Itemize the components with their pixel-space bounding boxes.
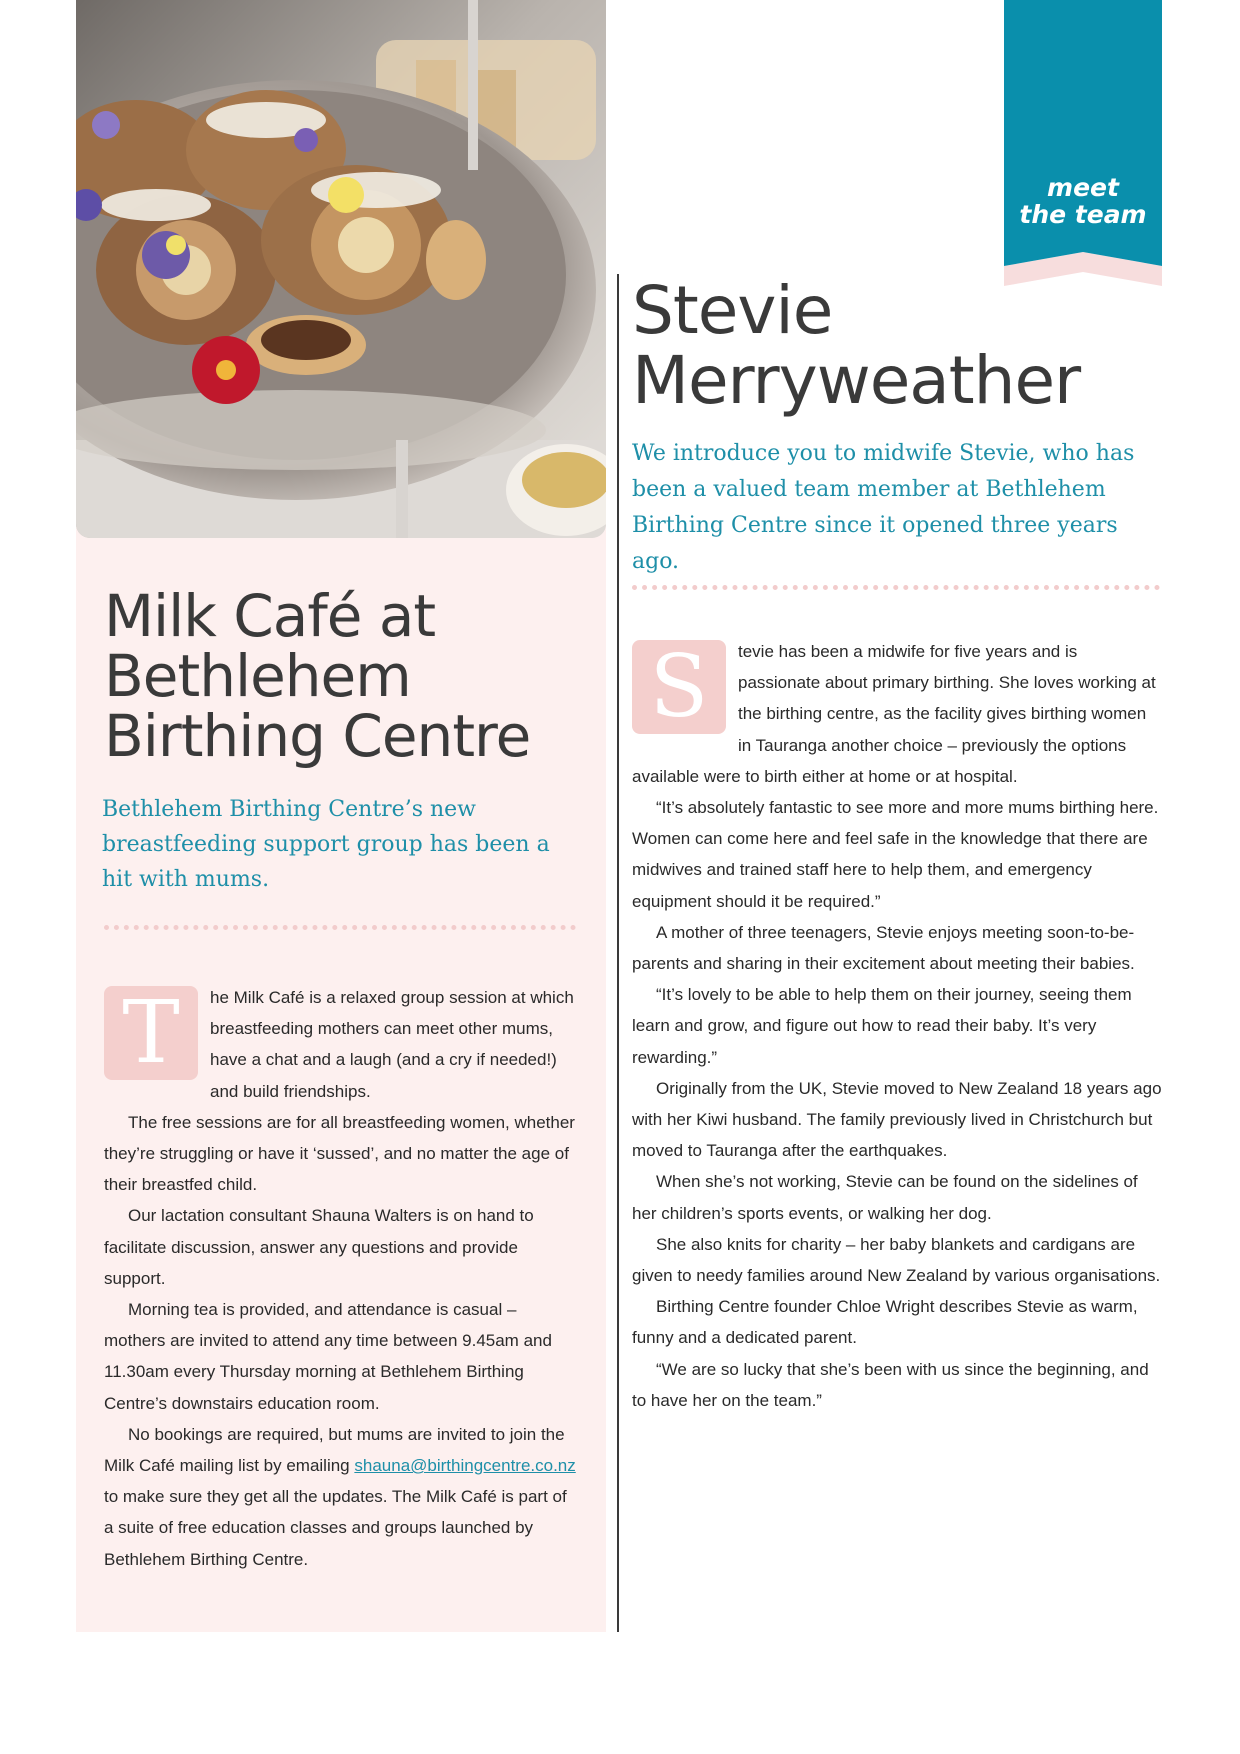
- article-paragraph: Originally from the UK, Stevie moved to New Zealand 18 years ago with her Kiwi husband. The family previously lived in Christchurch but moved to Tauranga after the earthquakes.: [632, 1078, 1162, 1161]
- afternoon-tea-photo: [76, 0, 606, 538]
- article-paragraph: [104, 1419, 580, 1575]
- article-paragraph: Birthing Centre founder Chloe Wright describes Stevie as warm, funny and a dedicated parent.: [632, 1297, 1138, 1348]
- article-paragraph: Morning tea is provided, and attendance is casual – mothers are invited to attend any time between 9.45am and 11.30am every Thursday morning at Bethlehem Birthing Centre’s downstairs education room.: [104, 1300, 552, 1413]
- milk-cafe-title: Milk Café at Bethlehem Birthing Centre: [104, 582, 531, 770]
- paragraph-text: to make sure they get all the updates. The Milk Café is part of a suite of free education classes and groups launched by Bethlehem Birthing Centre.: [104, 1487, 567, 1569]
- milk-cafe-panel: [76, 0, 606, 1632]
- stevie-subtitle: We introduce you to midwife Stevie, who has been a valued team member at Bethlehem Birthing Centre since it opened three years ago.: [632, 441, 1135, 574]
- article-paragraph: The free sessions are for all breastfeeding women, whether they’re struggling or have it ‘sussed’, and no matter the age of their breastfed child.: [104, 1112, 575, 1195]
- banner-line-2: the team: [1019, 200, 1147, 229]
- banner-line-1: meet: [1047, 173, 1119, 202]
- dotted-divider: [104, 925, 576, 930]
- paragraph-text: tevie has been a midwife for five years and is passionate about primary birthing. She loves working at the birthing centre, as the facility gives birthing women in Tauranga another choice – previously the options available were to birth either at home or at hospital.: [632, 642, 1156, 786]
- meet-the-team-banner: [1004, 0, 1162, 286]
- article-paragraph: Our lactation consultant Shauna Walters is on hand to facilitate discussion, answer any questions and provide support.: [104, 1206, 534, 1288]
- title-line-1: Stevie: [632, 272, 833, 349]
- article-paragraph: She also knits for charity – her baby blankets and cardigans are given to needy families around New Zealand by various organisations.: [632, 1234, 1161, 1286]
- article-paragraph: When she’s not working, Stevie can be found on the sidelines of her children’s sports events, or walking her dog.: [632, 1172, 1138, 1223]
- article-paragraph: “We are so lucky that she’s been with us since the beginning, and to have her on the team.”: [632, 1359, 1149, 1410]
- ribbon-icon: [1004, 0, 1162, 286]
- drop-cap: S: [632, 640, 726, 734]
- article-paragraph: “It’s lovely to be able to help them on their journey, seeing them learn and grow, and figure out how to read their baby. It’s very rewarding.”: [632, 985, 1132, 1067]
- dotted-divider: [632, 585, 1160, 590]
- stevie-title: [632, 272, 1192, 419]
- column-divider: [617, 274, 619, 1632]
- milk-cafe-article: [104, 982, 580, 1575]
- drop-cap: T: [104, 986, 198, 1080]
- paragraph-text: he Milk Café is a relaxed group session at which breastfeeding mothers can meet other mums, have a chat and a laugh (and a cry if needed!) and build friendships.: [210, 988, 574, 1101]
- article-paragraph: “It’s absolutely fantastic to see more and more mums birthing here. Women can come here and feel safe in the knowledge that there are midwives and trained staff here to help them, and emergency equipment should it be required.”: [632, 798, 1159, 911]
- afternoon-tea-photo-icon: [76, 0, 606, 538]
- article-paragraph: [104, 982, 580, 1107]
- paragraph-text: No bookings are required, but mums are invited to join the Milk Café mailing list by emailing: [104, 1424, 565, 1476]
- email-link[interactable]: shauna@birthingcentre.co.nz: [354, 1456, 576, 1476]
- banner-label: [1004, 174, 1162, 228]
- milk-cafe-subtitle: Bethlehem Birthing Centre’s new breastfeeding support group has been a hit with mums.: [102, 797, 550, 892]
- stevie-article: [632, 636, 1162, 1416]
- article-paragraph: A mother of three teenagers, Stevie enjoys meeting soon-to-be-parents and sharing in their excitement about meeting their babies.: [632, 922, 1135, 974]
- title-line-2: Merryweather: [632, 342, 1081, 419]
- article-paragraph: [632, 636, 1162, 792]
